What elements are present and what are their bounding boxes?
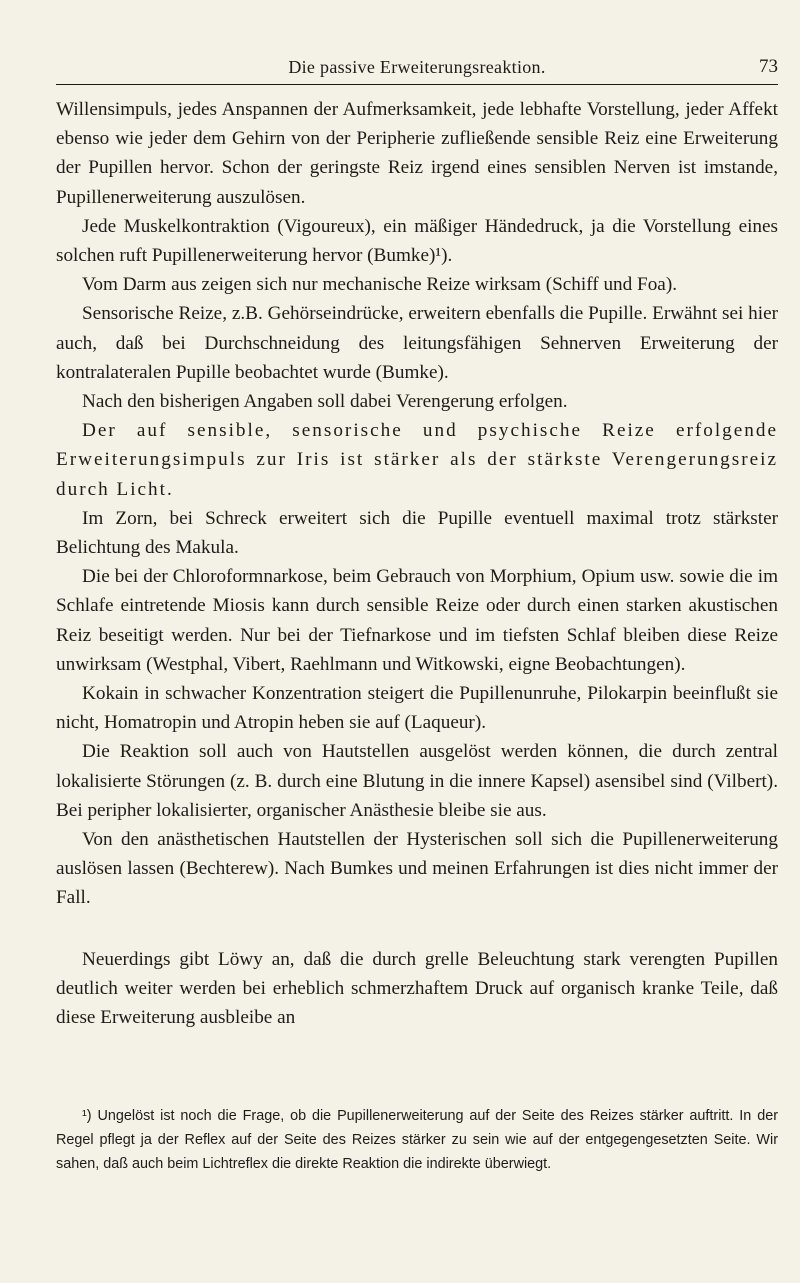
paragraph: Die Reaktion soll auch von Hautstellen ausgelöst werden können, die durch zentral lokalisierte Störungen (z. B. durch eine Blutung in die innere Kapsel) asensibel sind (Vilbert). Bei peripher lokalisierter, organischer Anästhesie bleibe sie aus. <box>56 741 778 821</box>
body-text <box>56 95 778 1032</box>
header-rule <box>56 84 778 85</box>
running-head <box>56 57 778 83</box>
paragraph-emphasized: Der auf sensible, sensorische und psychische Reize erfolgende Erweiterungsimpuls zur Iris ist stärker als der stärkste Verengerungsreiz durch Licht. <box>56 420 778 500</box>
paragraph: Jede Muskelkontraktion (Vigoureux), ein mäßiger Händedruck, ja die Vorstellung eines solchen ruft Pupillenerweiterung hervor (Bumke)¹). <box>56 215 778 267</box>
footnotes <box>56 1104 778 1176</box>
paragraph: Im Zorn, bei Schreck erweitert sich die Pupille eventuell maximal trotz stärkster Belichtung des Makula. <box>56 507 778 559</box>
paragraph: Kokain in schwacher Konzentration steigert die Pupillenunruhe, Pilokarpin beeinflußt sie nicht, Homatropin und Atropin heben sie auf (Laqueur). <box>56 683 778 734</box>
paragraph: Neuerdings gibt Löwy an, daß die durch grelle Beleuchtung stark verengten Pupillen deutlich weiter werden bei erheblich schmerzhaftem Druck auf organisch kranke Teile, daß diese Erweiterung ausbleibe an <box>56 948 778 1029</box>
paragraph: Sensorische Reize, z.B. Gehörseindrücke, erweitern ebenfalls die Pupille. Erwähnt sei hier auch, daß bei Durchschneidung des leitungsfähigen Sehnerven Erweiterung der kontralateralen Pupille beobachtet wurde (Bumke). <box>56 303 778 383</box>
paragraph: Vom Darm aus zeigen sich nur mechanische Reize wirksam (Schiff und Foa). <box>82 274 678 296</box>
page-number: 73 <box>759 56 778 77</box>
running-title: Die passive Erweiterungsreaktion. <box>288 57 546 77</box>
paragraph: Willensimpuls, jedes Anspannen der Aufmerksamkeit, jede lebhafte Vorstellung, jeder Affekt ebenso wie jeder dem Gehirn von der Peripherie zufließende sensible Reiz eine Erweiterung der Pupillen hervor. Schon der geringste Reiz irgend eines sensiblen Nerven ist imstande, Pupillenerweiterung auszulösen. <box>56 99 778 208</box>
section-gap <box>56 913 778 945</box>
paragraph: Die bei der Chloroformnarkose, beim Gebrauch von Morphium, Opium usw. sowie die im Schlafe eintretende Miosis kann durch sensible Reize oder durch einen starken akustischen Reiz beseitigt werden. Nur bei der Tiefnarkose und im tiefsten Schlaf bleiben diese Reize unwirksam (Westphal, Vibert, Raehlmann und Witkowski, eigne Beobachtungen). <box>56 566 778 675</box>
footnote: ¹) Ungelöst ist noch die Frage, ob die Pupillenerweiterung auf der Seite des Reizes stärker auftritt. In der Regel pflegt ja der Reflex auf der Seite des Reizes stärker zu sein wie auf der entgegengesetzten Seite. Wir sahen, daß auch beim Lichtreflex die direkte Reaktion die indirekte überwiegt. <box>56 1108 778 1172</box>
paragraph: Von den anästhetischen Hautstellen der Hysterischen soll sich die Pupillenerweiterung auslösen lassen (Bechterew). Nach Bumkes und meinen Erfahrungen ist dies nicht immer der Fall. <box>56 829 778 909</box>
paragraph: Nach den bisherigen Angaben soll dabei Verengerung erfolgen. <box>82 391 568 413</box>
